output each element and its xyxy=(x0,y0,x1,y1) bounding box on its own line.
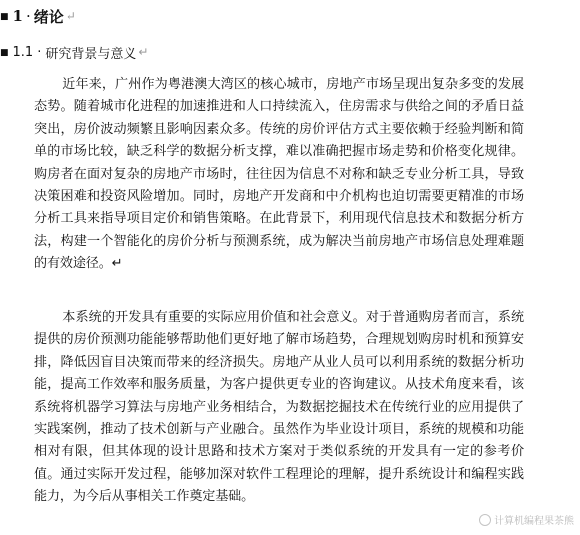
heading-2-title: 研究背景与意义 xyxy=(45,46,137,62)
body-paragraph-1 xyxy=(34,74,524,276)
heading-1-number: 1 xyxy=(12,7,23,25)
heading-1: ■ 1 · 绪论 ↵ xyxy=(0,7,76,26)
paragraph-text: 近年来，广州作为粤港澳大湾区的核心城市，房地产市场呈现出复杂多变的发展态势。随着城市化进程的加速推进和人口持续流入，住房需求与供给之间的矛盾日益突出，房价波动频繁且影响因素众多。传统的房价评估方式主要依赖于经验判断和简单的市场比较，缺乏科学的数据分析支撑，难以准确把握市场走势和价格变化规律。购房者在面对复杂的房地产市场时，往往因为信息不对称和缺乏专业分析工具，导致决策困难和投资风险增加。同时，房地产开发商和中介机构也迫切需要更精准的市场分析工具来指导项目定价和销售策略。在此背景下，利用现代信息技术和数据分析方法，构建一个智能化的房价分析与预测系统，成为解决当前房地产市场信息处理难题的有效途径。↵ xyxy=(34,77,524,272)
paragraph-text: 本系统的开发具有重要的实际应用价值和社会意义。对于普通购房者而言，系统提供的房价预测功能能够帮助他们更好地了解市场趋势，合理规划购房时机和预算安排，降低因盲目决策而带来的经济损失。房地产从业人员可以利用系统的数据分析功能，提高工作效率和服务质量，为客户提供更专业的咨询建议。从技术角度来看，该系统将机器学习算法与房地产业务相结合，为数据挖掘技术在传统行业的应用提供了实践案例，推动了技术创新与产业融合。虽然作为毕业设计项目，系统的规模和功能相对有限，但其体现的设计思路和技术方案对于类似系统的开发具有一定的参考价值。通过实际开发过程，能够加深对软件工程理论的理解，提升系统设计和编程实践能力，为今后从事相关工作奠定基础。 xyxy=(34,310,524,505)
watermark-logo-icon xyxy=(479,514,491,526)
paragraph-mark-icon: ↵ xyxy=(138,45,149,59)
heading-bullet: ■ xyxy=(0,12,9,22)
watermark xyxy=(479,512,574,527)
heading-bullet: ■ xyxy=(0,48,9,58)
heading-1-title: 绪论 xyxy=(33,7,64,26)
body-paragraph-2 xyxy=(34,307,524,509)
heading-2-number: 1.1 xyxy=(12,44,34,60)
watermark-text: 计算机编程果茶熊 xyxy=(494,516,574,527)
heading-2: ■ 1.1 · 研究背景与意义 ↵ xyxy=(0,44,149,62)
paragraph-mark-icon: ↵ xyxy=(65,9,76,23)
